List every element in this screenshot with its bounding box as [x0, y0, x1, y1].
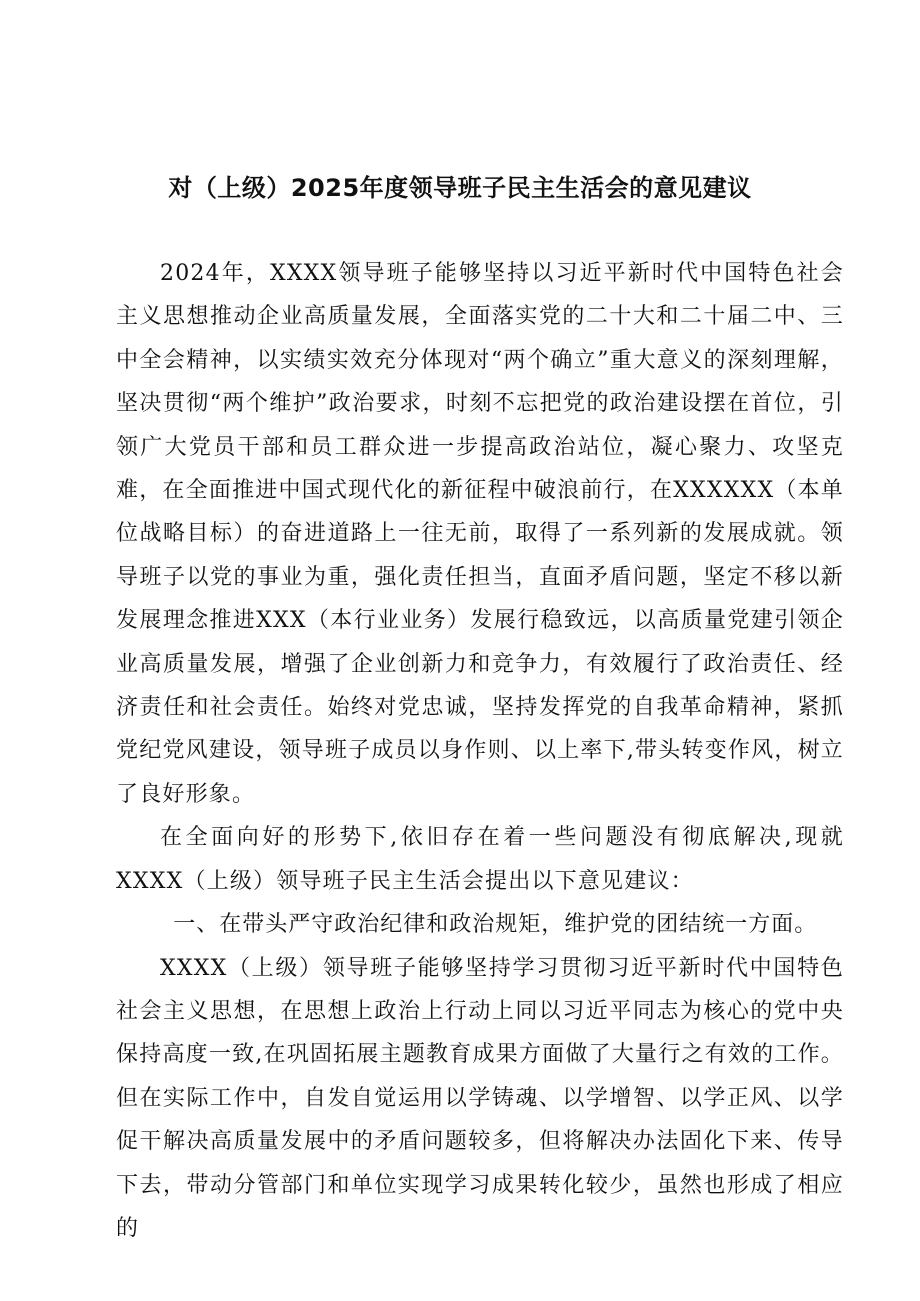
document-title: 对（上级）2025年度领导班子民主生活会的意见建议 [168, 174, 752, 202]
section-heading-1: 一、在带头严守政治纪律和政治规矩，维护党的团结统一方面。 [173, 912, 818, 938]
document-body [116, 252, 844, 1250]
paragraph-intro-suggestions: 在全面向好的形势下,依旧存在着一些问题没有彻底解决,现就XXXX（上级）领导班子民主生活会提出以下意见建议： [116, 825, 844, 894]
paragraph-overview: 2024年，XXXX领导班子能够坚持以习近平新时代中国特色社会主义思想推动企业高质量发展，全面落实党的二十大和二十届二中、三中全会精神，以实绩实效充分体现对“两个确立”重大意义的深刻理解，坚决贯彻“两个维护”政治要求，时刻不忘把党的政治建设摆在首位，引领广大党员干部和员工群众进一步提高政治站位，凝心聚力、攻坚克难，在全面推进中国式现代化的新征程中破浪前行，在XXXXXX（本单位战略目标）的奋进道路上一往无前，取得了一系列新的发展成就。领导班子以党的事业为重，强化责任担当，直面矛盾问题，坚定不移以新发展理念推进XXX（本行业业务）发展行稳致远，以高质量党建引领企业高质量发展，增强了企业创新力和竞争力，有效履行了政治责任、经济责任和社会责任。始终对党忠诚，坚持发挥党的自我革命精神，紧抓党纪党风建设，领导班子成员以身作则、以上率下,带头转变作风，树立了良好形象。 [116, 261, 844, 807]
paragraph-section-1: XXXX（上级）领导班子能够坚持学习贯彻习近平新时代中国特色社会主义思想，在思想上政治上行动上同以习近平同志为核心的党中央保持高度一致,在巩固拓展主题教育成果方面做了大量行之有效的工作。但在实际工作中，自发自觉运用以学铸魂、以学增智、以学正风、以学促干解决高质量发展中的矛盾问题较多，但将解决办法固化下来、传导下去，带动分管部门和单位实现学习成果转化较少，虽然也形成了相应的 [116, 955, 844, 1241]
